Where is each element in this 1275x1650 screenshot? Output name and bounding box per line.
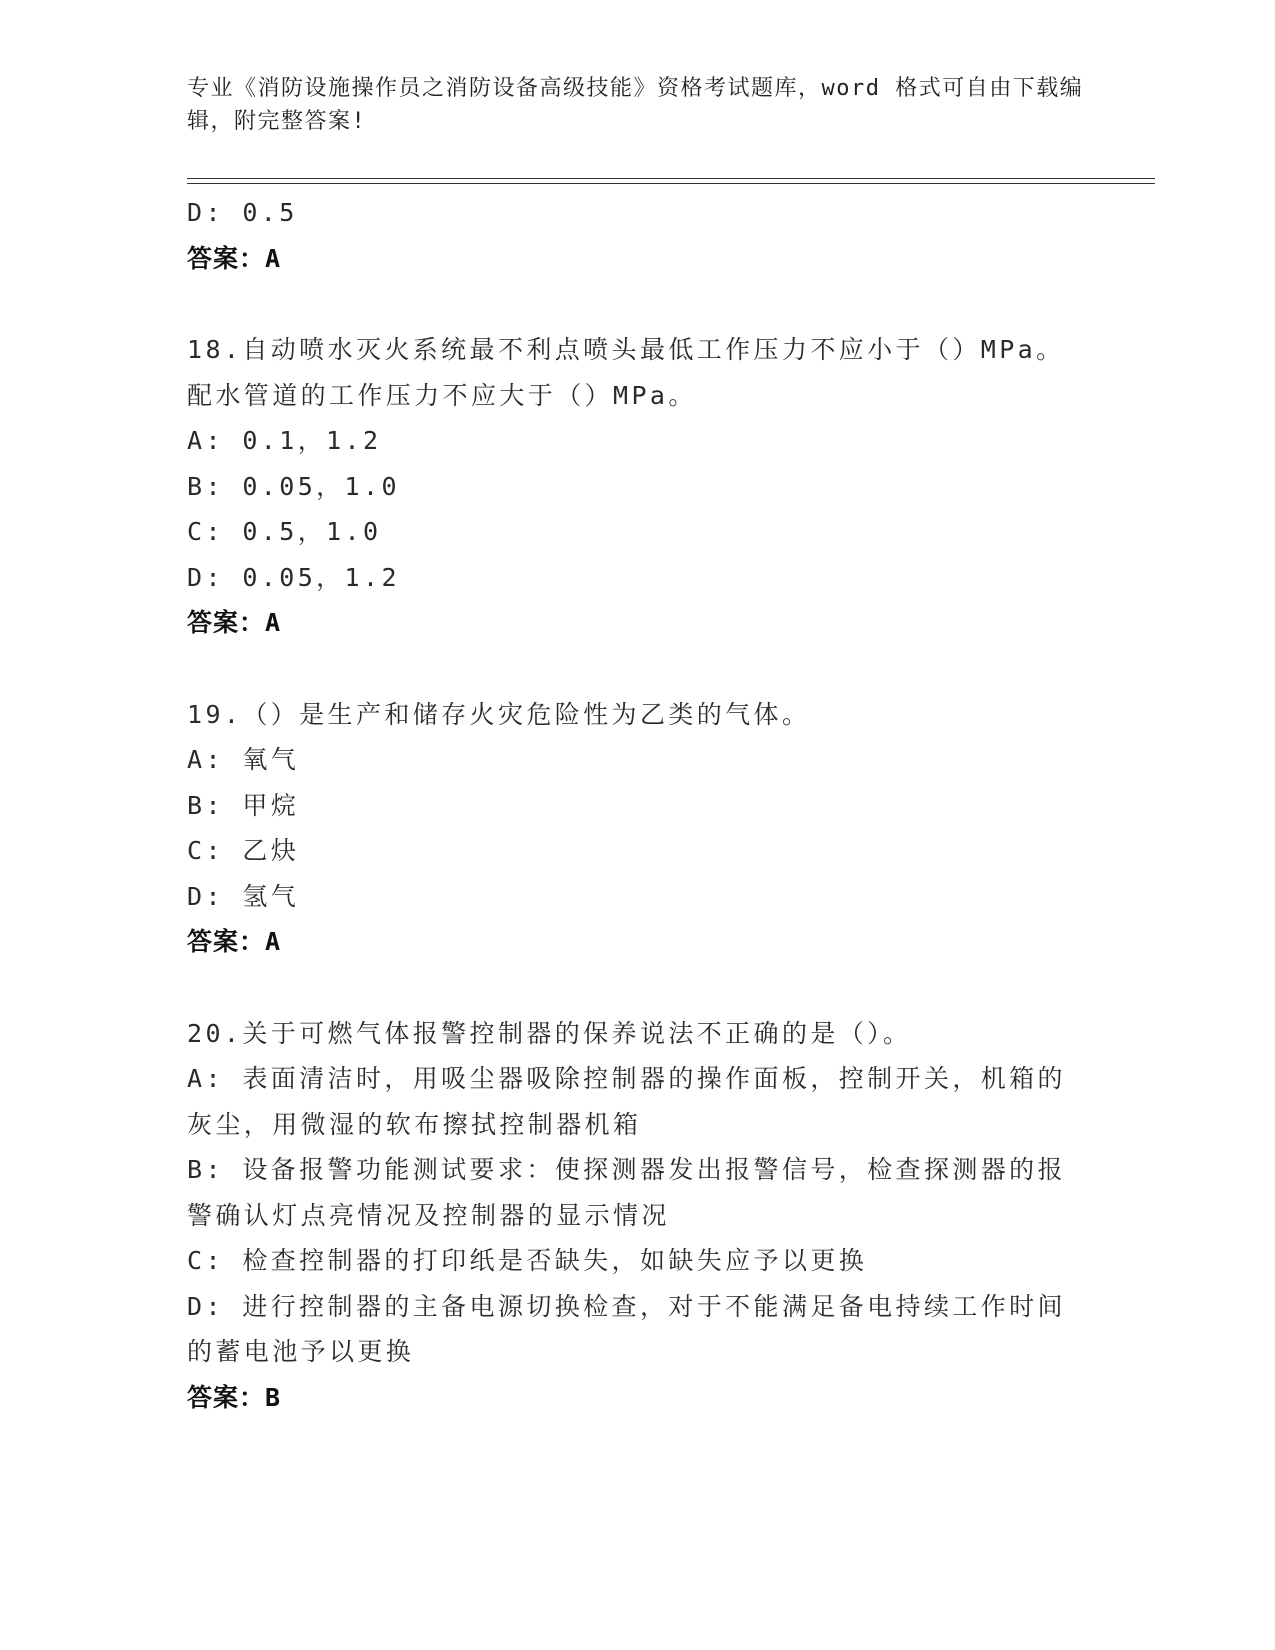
spacer (187, 965, 1087, 1011)
question-18-stem-line1: 18.自动喷水灭火系统最不利点喷头最低工作压力不应小于（）MPa。 (187, 335, 1065, 364)
prev-option-d: D: 0.5 (187, 198, 298, 227)
prev-answer: 答案：A (187, 243, 282, 273)
question-18-option-d: D: 0.05，1.2 (187, 562, 400, 592)
question-content (187, 190, 1087, 1420)
question-20-option-b-line1: B: 设备报警功能测试要求：使探测器发出报警信号，检查探测器的报 (187, 1155, 1066, 1184)
header-rule-bottom (187, 183, 1155, 184)
spacer (187, 281, 1087, 327)
question-19-option-a: A: 氧气 (187, 745, 300, 774)
question-20 (187, 1011, 1087, 1421)
question-18-option-c: C: 0.5，1.0 (187, 517, 382, 546)
question-19 (187, 692, 1087, 965)
question-20-option-a-line1: A: 表面清洁时，用吸尘器吸除控制器的操作面板，控制开关，机箱的 (187, 1064, 1066, 1093)
question-19-answer: 答案：A (187, 927, 282, 956)
question-19-option-d: D: 氢气 (187, 881, 300, 911)
question-18-option-b: B: 0.05，1.0 (187, 471, 400, 501)
question-20-option-a-line2: 灰尘，用微湿的软布擦拭控制器机箱 (187, 1109, 642, 1139)
question-18-answer: 答案：A (187, 608, 282, 637)
question-19-option-c: C: 乙炔 (187, 836, 300, 865)
question-18 (187, 327, 1087, 646)
question-19-option-b: B: 甲烷 (187, 790, 300, 820)
question-20-option-b-line2: 警确认灯点亮情况及控制器的显示情况 (187, 1200, 670, 1230)
question-18-stem-line2: 配水管道的工作压力不应大于（）MPa。 (187, 380, 697, 410)
question-20-answer: 答案：B (187, 1382, 282, 1412)
question-19-stem: 19.（）是生产和储存火灾危险性为乙类的气体。 (187, 699, 811, 729)
question-20-option-d-line1: D: 进行控制器的主备电源切换检查，对于不能满足备电持续工作时间 (187, 1291, 1066, 1321)
header-rule-top (187, 178, 1155, 179)
question-20-stem: 20.关于可燃气体报警控制器的保养说法不正确的是（）。 (187, 1018, 912, 1048)
question-20-option-c: C: 检查控制器的打印纸是否缺失，如缺失应予以更换 (187, 1246, 868, 1275)
question-20-option-d-line2: 的蓄电池予以更换 (187, 1337, 415, 1366)
spacer (187, 646, 1087, 692)
document-header: 专业《消防设施操作员之消防设备高级技能》资格考试题库，word 格式可自由下载编辑，附完整答案! (187, 76, 1084, 134)
question-18-option-a: A: 0.1，1.2 (187, 426, 382, 455)
